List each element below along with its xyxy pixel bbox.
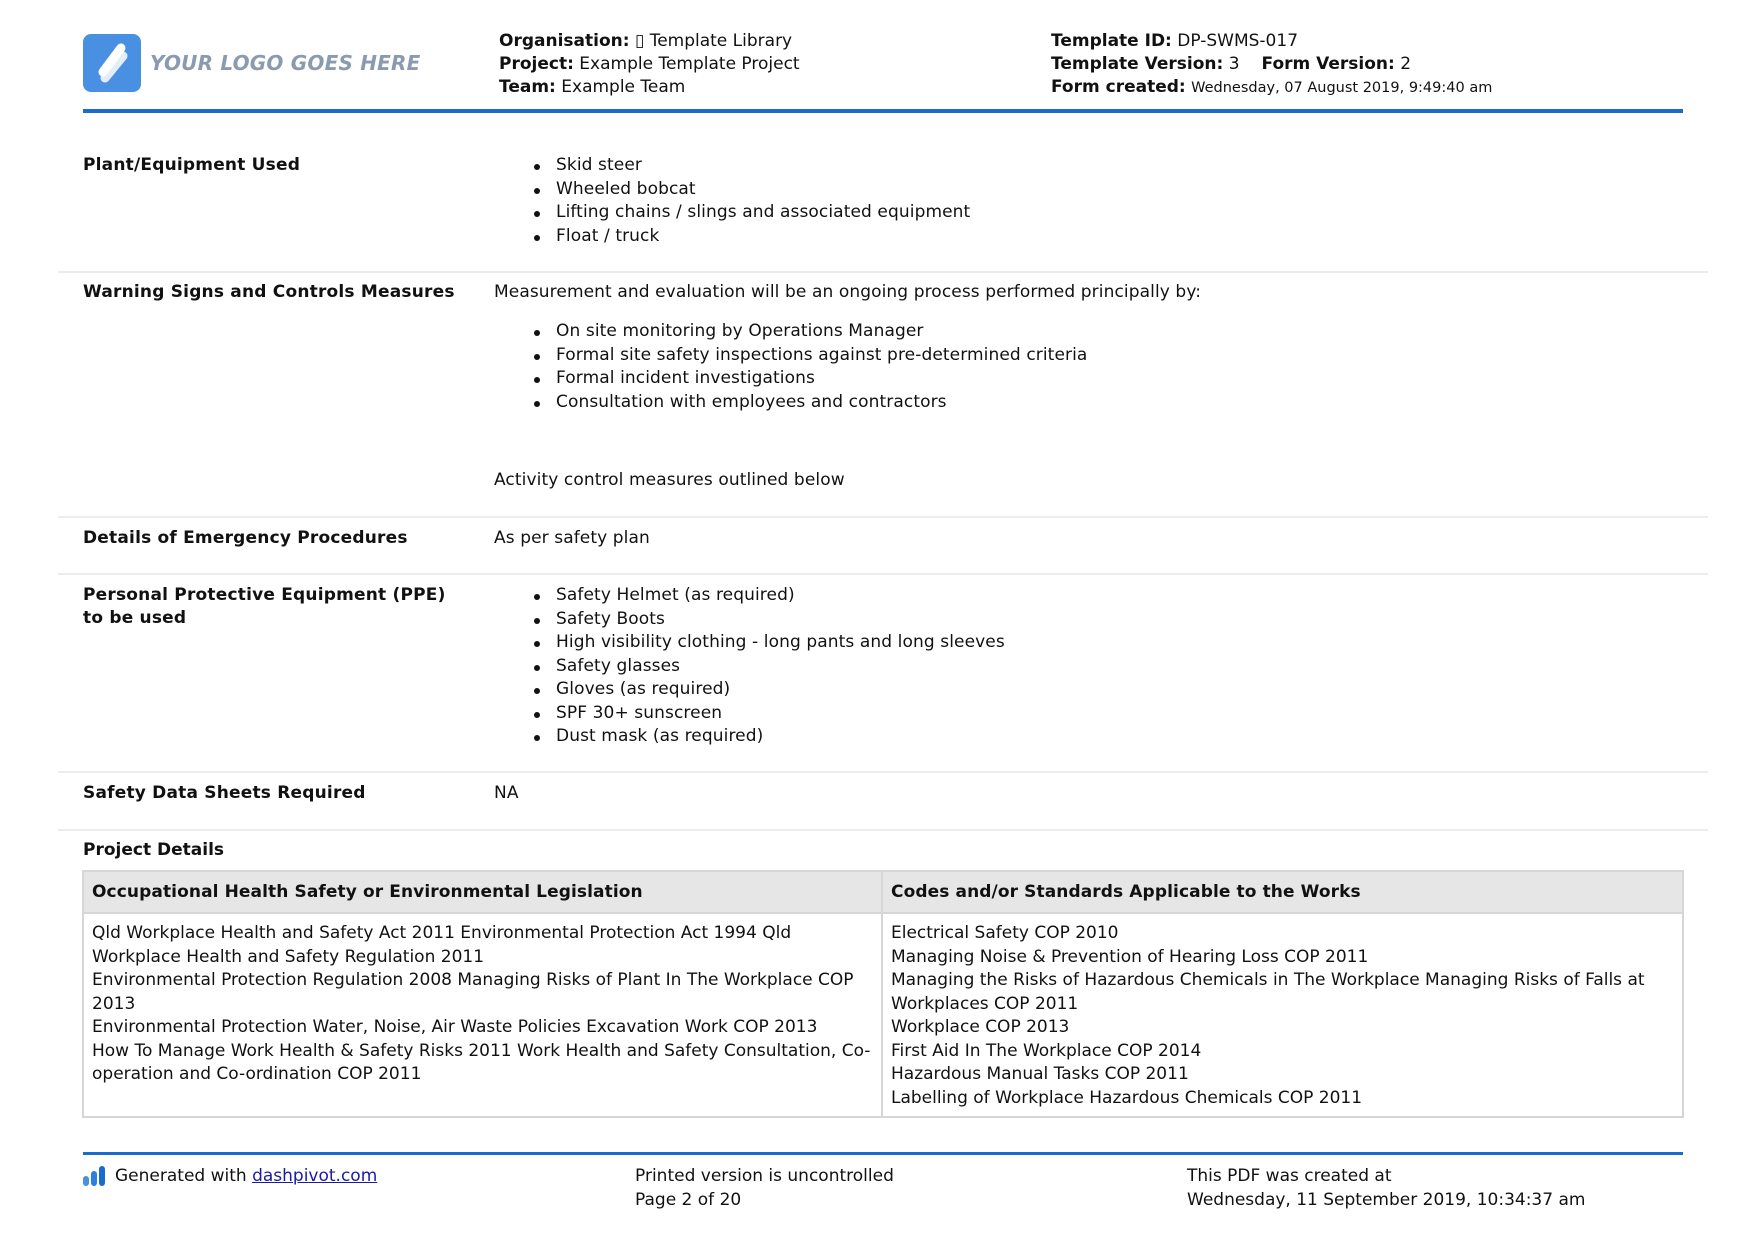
footer-divider: [83, 1152, 1683, 1155]
form-version-value: 2: [1400, 54, 1412, 74]
project-details-title: Project Details: [83, 840, 225, 860]
form-version-label: Form Version:: [1261, 54, 1395, 74]
table-cell-line: Qld Workplace Health and Safety Act 2011 Environmental Protection Act 1994 Qld Workplace Health and Safety Regulation 2011: [92, 923, 792, 967]
warning-signs-value: [494, 281, 1644, 492]
table-cell-line: Environmental Protection Water, Noise, Air Waste Policies Excavation Work COP 2013: [92, 1017, 818, 1037]
table-header-cell: Codes and/or Standards Applicable to the Works: [891, 882, 1361, 902]
safety-data-sheets-label: Safety Data Sheets Required: [83, 783, 366, 803]
warning-signs-label: Warning Signs and Controls Measures: [83, 282, 455, 302]
list-item: Float / truck: [532, 225, 1644, 249]
table-cell-line: First Aid In The Workplace COP 2014: [891, 1040, 1202, 1061]
list-item: Safety Boots: [532, 608, 1644, 632]
ppe-value: [494, 584, 1644, 749]
row-divider: [58, 271, 1708, 273]
list-item: Skid steer: [532, 154, 1644, 178]
plant-equipment-value: [494, 154, 1644, 248]
page-header: [83, 28, 1683, 112]
plant-equipment-label: Plant/Equipment Used: [83, 155, 301, 175]
ppe-label: [83, 584, 463, 630]
list-item: Dust mask (as required): [532, 725, 1644, 749]
header-divider: [83, 109, 1683, 113]
ppe-label-line: to be used: [83, 608, 187, 628]
project-value: Example Template Project: [579, 54, 800, 74]
dashpivot-link[interactable]: dashpivot.com: [252, 1166, 378, 1186]
codes-standards-cell: [883, 914, 1682, 1116]
footer-print-info: [635, 1164, 894, 1212]
table-cell-line: Managing the Risks of Hazardous Chemicals in The Workplace Managing Risks of Falls at Workplaces COP 2011: [891, 970, 1645, 1014]
logo-mark-icon: [83, 34, 141, 92]
table-cell-line: Environmental Protection Regulation 2008 Managing Risks of Plant In The Workplace COP 2013: [92, 970, 854, 1014]
team-label: Team:: [499, 77, 556, 97]
list-item: Safety glasses: [532, 655, 1644, 679]
list-item: On site monitoring by Operations Manager: [532, 320, 1644, 344]
row-divider: [58, 771, 1708, 773]
table-header-row: [84, 872, 1682, 914]
legislation-cell: [84, 914, 883, 1116]
warning-intro-text: Measurement and evaluation will be an ongoing process performed principally by:: [494, 282, 1202, 302]
list-item: Gloves (as required): [532, 678, 1644, 702]
table-cell-line: Hazardous Manual Tasks COP 2011: [891, 1064, 1189, 1084]
table-header-cell: Occupational Health Safety or Environmental Legislation: [84, 872, 883, 912]
organisation-value: ▯ Template Library: [634, 31, 793, 51]
footer-pdf-created: [1187, 1164, 1585, 1212]
warning-outro-text: Activity control measures outlined below: [494, 470, 845, 490]
header-template-info: [1051, 30, 1492, 100]
emergency-procedures-value: As per safety plan: [494, 528, 650, 548]
list-item: SPF 30+ sunscreen: [532, 702, 1644, 726]
pdf-created-value: Wednesday, 11 September 2019, 10:34:37 am: [1187, 1190, 1586, 1210]
logo-text: YOUR LOGO GOES HERE: [150, 51, 421, 75]
list-item: Safety Helmet (as required): [532, 584, 1644, 608]
table-cell-line: How To Manage Work Health & Safety Risks 2011 Work Health and Safety Consultation, Co-operation and Co-ordination COP 2011: [92, 1040, 871, 1084]
company-logo: [83, 34, 421, 92]
template-id-value: DP-SWMS-017: [1177, 31, 1299, 51]
row-divider: [58, 516, 1708, 518]
table-cell-line: Workplace COP 2013: [891, 1017, 1070, 1037]
form-created-label: Form created:: [1051, 77, 1186, 97]
organisation-label: Organisation:: [499, 31, 630, 51]
table-cell-line: Managing Noise & Prevention of Hearing Loss COP 2011: [891, 946, 1369, 967]
plant-equipment-list: [532, 154, 1644, 248]
list-item: Formal incident investigations: [532, 367, 1644, 391]
row-divider: [58, 829, 1708, 831]
project-details-table: [82, 870, 1684, 1118]
header-project-info: [499, 30, 800, 99]
list-item: Lifting chains / slings and associated equipment: [532, 201, 1644, 225]
form-created-value: Wednesday, 07 August 2019, 9:49:40 am: [1191, 80, 1493, 96]
uncontrolled-notice: Printed version is uncontrolled: [635, 1166, 894, 1186]
template-version-label: Template Version:: [1051, 54, 1224, 74]
ppe-label-line: Personal Protective Equipment (PPE): [83, 585, 446, 605]
team-value: Example Team: [561, 77, 686, 97]
list-item: Consultation with employees and contractors: [532, 391, 1644, 415]
list-item: Formal site safety inspections against pre-determined criteria: [532, 344, 1644, 368]
page-number: Page 2 of 20: [635, 1190, 742, 1210]
generated-prefix: Generated with: [115, 1166, 247, 1186]
template-version-value: 3: [1228, 54, 1240, 74]
row-divider: [58, 573, 1708, 575]
project-label: Project:: [499, 54, 574, 74]
dashpivot-bars-icon: [83, 1166, 107, 1186]
warning-measures-list: [532, 320, 1644, 414]
table-cell-line: Electrical Safety COP 2010: [891, 923, 1119, 943]
table-cell-line: Labelling of Workplace Hazardous Chemicals COP 2011: [891, 1087, 1363, 1108]
pdf-created-label: This PDF was created at: [1187, 1166, 1392, 1186]
safety-data-sheets-value: NA: [494, 783, 519, 803]
template-id-label: Template ID:: [1051, 31, 1172, 51]
list-item: High visibility clothing - long pants and long sleeves: [532, 631, 1644, 655]
list-item: Wheeled bobcat: [532, 178, 1644, 202]
ppe-list: [532, 584, 1644, 749]
emergency-procedures-label: Details of Emergency Procedures: [83, 528, 408, 548]
footer-generated: [83, 1164, 377, 1188]
